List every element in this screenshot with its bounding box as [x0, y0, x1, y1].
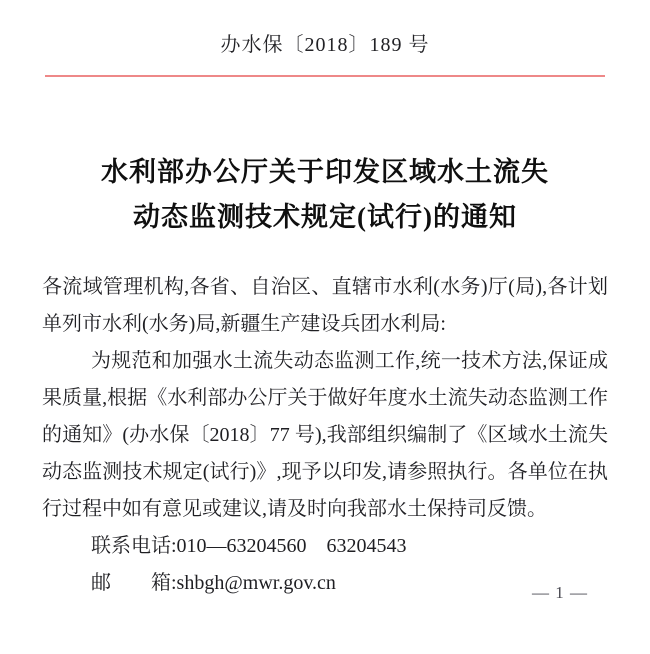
document-title [0, 150, 650, 240]
document-number: 办水保〔2018〕189 号 [220, 34, 430, 56]
page-footer [532, 583, 588, 603]
title-line-2: 动态监测技术规定(试行)的通知 [133, 202, 517, 232]
main-paragraph: 为规范和加强水土流失动态监测工作,统一技术方法,保证成果质量,根据《水利部办公厅关于做好年度水土流失动态监测工作的通知》(办水保〔2018〕77 号),我部组织编制了《区域水土流失动态监测技术规定(试行)》,现予以印发,请参照执行。各单位在执行过程中如有意见或建议,请及时向我部水土保持司反馈。 [42, 350, 608, 520]
recipients-paragraph: 各流域管理机构,各省、自治区、直辖市水利(水务)厅(局),各计划单列市水利(水务)局,新疆生产建设兵团水利局: [42, 276, 608, 335]
header-divider-line [45, 75, 605, 77]
document-body [42, 269, 608, 602]
page-number: — 1 — [532, 583, 588, 602]
contact-phone-line: 联系电话:010—63204560 63204543 [91, 535, 407, 557]
title-line-1: 水利部办公厅关于印发区域水土流失 [101, 157, 549, 187]
contact-email-line: 邮 箱:shbgh@mwr.gov.cn [91, 572, 336, 594]
